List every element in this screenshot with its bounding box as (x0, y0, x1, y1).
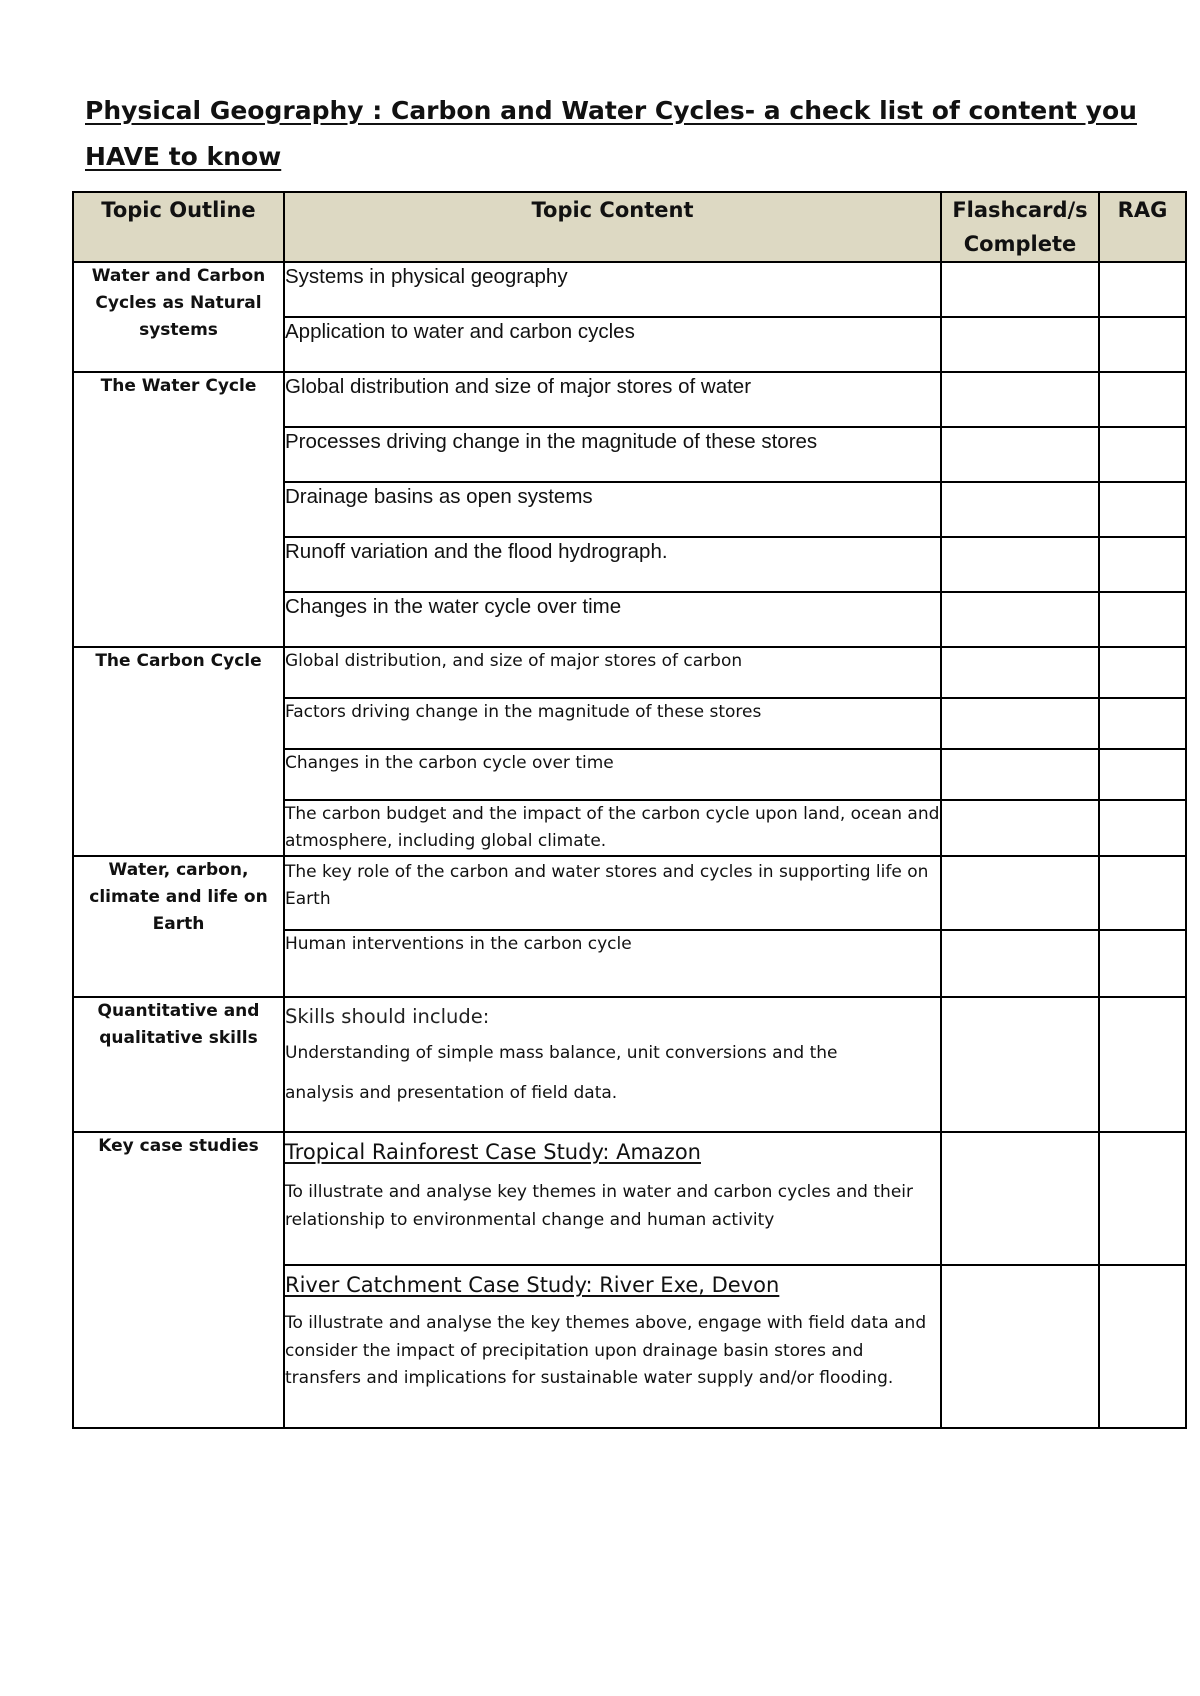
table-row (73, 372, 1186, 427)
flashcard-cell[interactable] (941, 749, 1099, 800)
flashcard-cell[interactable] (941, 317, 1099, 372)
rag-cell[interactable] (1099, 1265, 1186, 1428)
skills-line: Understanding of simple mass balance, unit conversions and the (285, 1043, 838, 1063)
rag-cell[interactable] (1099, 592, 1186, 647)
rag-cell[interactable] (1099, 482, 1186, 537)
rag-cell[interactable] (1099, 427, 1186, 482)
flashcard-cell[interactable] (941, 372, 1099, 427)
rag-cell[interactable] (1099, 537, 1186, 592)
flashcard-cell[interactable] (941, 997, 1099, 1132)
topic-content-cell (284, 1265, 941, 1428)
case-study-heading: Tropical Rainforest Case Study: Amazon (285, 1140, 701, 1164)
page-title: Physical Geography : Carbon and Water Cycles- a check list of content you HAVE to know (85, 96, 1137, 171)
flashcard-cell[interactable] (941, 1132, 1099, 1265)
flashcard-cell[interactable] (941, 262, 1099, 317)
topic-content-cell (284, 1132, 941, 1265)
topic-outline-cell: Quantitative and qualitative skills (73, 997, 284, 1132)
flashcard-cell[interactable] (941, 592, 1099, 647)
checklist-table (72, 191, 1187, 1429)
table-row (73, 856, 1186, 930)
rag-cell[interactable] (1099, 856, 1186, 930)
topic-content-cell: Processes driving change in the magnitude of these stores (284, 427, 941, 482)
header-row (73, 192, 1186, 262)
topic-content-cell: Changes in the water cycle over time (284, 592, 941, 647)
table-row (73, 262, 1186, 317)
flashcard-cell[interactable] (941, 647, 1099, 698)
flashcard-cell[interactable] (941, 1265, 1099, 1428)
topic-content-cell (284, 997, 941, 1132)
case-study-body: To illustrate and analyse key themes in water and carbon cycles and their relationship to environmental change and human activity (285, 1182, 913, 1230)
flashcard-cell[interactable] (941, 698, 1099, 749)
topic-outline-cell: Water, carbon, climate and life on Earth (73, 856, 284, 997)
header-topic-content: Topic Content (284, 192, 941, 262)
skills-line: analysis and presentation of field data. (285, 1083, 618, 1103)
rag-cell[interactable] (1099, 317, 1186, 372)
table-row (73, 997, 1186, 1132)
rag-cell[interactable] (1099, 372, 1186, 427)
rag-cell[interactable] (1099, 749, 1186, 800)
flashcard-cell[interactable] (941, 800, 1099, 856)
rag-cell[interactable] (1099, 647, 1186, 698)
rag-cell[interactable] (1099, 698, 1186, 749)
topic-outline-cell: Water and Carbon Cycles as Natural systems (73, 262, 284, 372)
header-rag: RAG (1099, 192, 1186, 262)
header-flashcards-complete: Flashcard/s Complete (941, 192, 1099, 262)
rag-cell[interactable] (1099, 262, 1186, 317)
flashcard-cell[interactable] (941, 537, 1099, 592)
topic-outline-cell: Key case studies (73, 1132, 284, 1428)
rag-cell[interactable] (1099, 800, 1186, 856)
topic-content-cell: Application to water and carbon cycles (284, 317, 941, 372)
table-row (73, 1132, 1186, 1265)
flashcard-cell[interactable] (941, 930, 1099, 997)
topic-content-cell: Global distribution, and size of major stores of carbon (284, 647, 941, 698)
topic-outline-cell: The Water Cycle (73, 372, 284, 647)
topic-outline-cell: The Carbon Cycle (73, 647, 284, 856)
topic-content-cell: Global distribution and size of major stores of water (284, 372, 941, 427)
rag-cell[interactable] (1099, 930, 1186, 997)
rag-cell[interactable] (1099, 997, 1186, 1132)
rag-cell[interactable] (1099, 1132, 1186, 1265)
topic-content-cell: The carbon budget and the impact of the carbon cycle upon land, ocean and atmosphere, including global climate. (284, 800, 941, 856)
header-topic-outline: Topic Outline (73, 192, 284, 262)
case-study-body: To illustrate and analyse the key themes above, engage with field data and consider the impact of precipitation upon drainage basin stores and transfers and implications for sustainable water supply and/or flooding. (285, 1313, 927, 1388)
topic-content-cell: Runoff variation and the flood hydrograph. (284, 537, 941, 592)
topic-content-cell: Changes in the carbon cycle over time (284, 749, 941, 800)
topic-content-cell: Factors driving change in the magnitude of these stores (284, 698, 941, 749)
topic-content-cell: Systems in physical geography (284, 262, 941, 317)
topic-content-cell: Human interventions in the carbon cycle (284, 930, 941, 997)
case-study-heading: River Catchment Case Study: River Exe, Devon (285, 1273, 780, 1297)
table-row (73, 647, 1186, 698)
flashcard-cell[interactable] (941, 482, 1099, 537)
skills-intro: Skills should include: (285, 1005, 490, 1028)
flashcard-cell[interactable] (941, 427, 1099, 482)
flashcard-cell[interactable] (941, 856, 1099, 930)
topic-content-cell: Drainage basins as open systems (284, 482, 941, 537)
topic-content-cell: The key role of the carbon and water stores and cycles in supporting life on Earth (284, 856, 941, 930)
